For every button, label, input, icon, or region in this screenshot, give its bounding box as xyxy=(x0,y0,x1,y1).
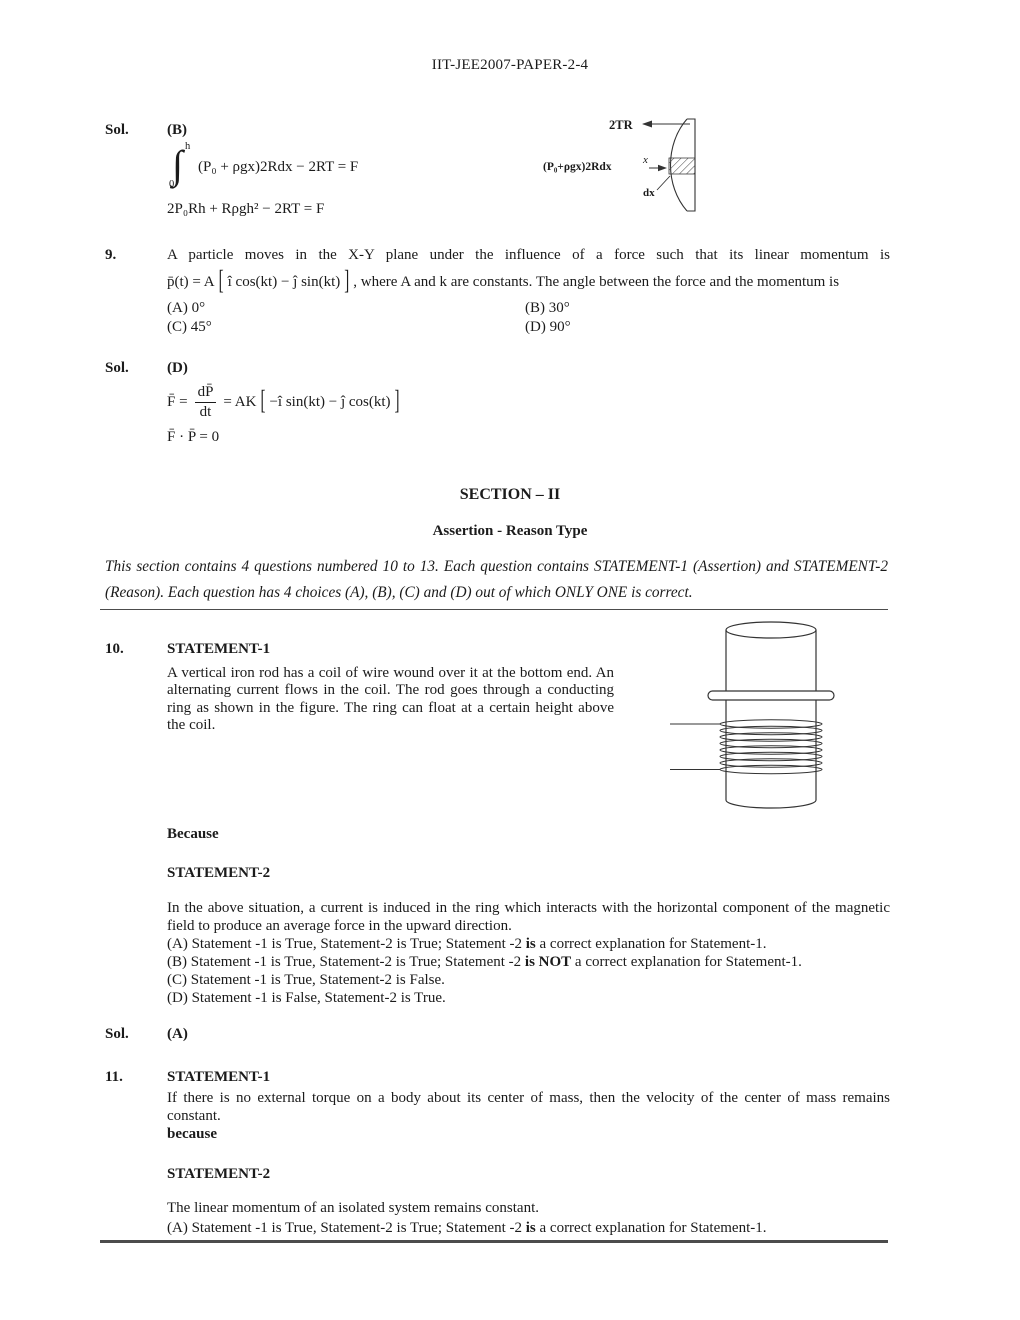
sol8-integral-body: (P₀ + ρgx)2Rdx − 2RT = F xyxy=(198,159,359,176)
coil-turn xyxy=(720,746,822,754)
page-bottom-rule xyxy=(100,1240,888,1243)
question-11 xyxy=(0,1068,1020,1238)
question-10-number: 10. xyxy=(105,641,124,658)
sol-label-q10: Sol. xyxy=(105,1026,129,1043)
question-11-number: 11. xyxy=(105,1068,123,1085)
rod-coil-ring-diagram xyxy=(658,616,848,821)
rod-bottom-arc xyxy=(726,800,816,808)
q9-option-d: (D) 90° xyxy=(525,319,571,335)
q10-statement2-text: In the above situation, a current is induced in the ring which interacts with the horizontal component of the magnetic field to produce an average force in the upward direction. xyxy=(167,900,890,935)
page-header-title: IIT-JEE2007-PAPER-2-4 xyxy=(431,57,589,73)
q11-statement1-title: STATEMENT-1 xyxy=(167,1068,271,1085)
strip-arrowhead xyxy=(658,165,667,171)
q10-option-a: (A) Statement -1 is True, Statement-2 is True; Statement -2 is a correct explanation for Statement-1. xyxy=(167,936,767,953)
sol9-content xyxy=(167,359,890,447)
q9-formula-inner: î cos(kt) − ĵ sin(kt) xyxy=(227,273,341,290)
left-bracket: [ xyxy=(218,266,224,297)
sol8-content xyxy=(167,121,890,219)
coil-turn xyxy=(720,733,822,741)
question-10 xyxy=(0,640,1020,1007)
pressure-element-diagram xyxy=(543,112,723,222)
q9-formula-line xyxy=(167,268,890,296)
sol9-formula xyxy=(167,383,890,423)
rod-top-ellipse xyxy=(726,622,816,638)
section-title: SECTION – II xyxy=(459,485,561,503)
question-9-content xyxy=(167,246,890,337)
q11-option-a: (A) Statement -1 is True, Statement-2 is True; Statement -2 is a correct explanation for Statement-1. xyxy=(167,1220,767,1237)
integral-sign: ∫ h 0 xyxy=(169,140,191,190)
q9-options xyxy=(167,299,890,337)
q11-because-label: because xyxy=(167,1125,217,1142)
right-bracket: ] xyxy=(394,387,400,417)
sol8-integral-formula xyxy=(167,140,890,192)
q9-option-c: (C) 45° xyxy=(167,319,212,335)
tension-arrowhead xyxy=(642,121,652,128)
q11-statement1-text: If there is no external torque on a body about its center of mass, then the velocity of the center of mass remains constant. xyxy=(167,1089,890,1124)
right-bracket: ] xyxy=(344,266,350,297)
fraction-denominator: dt xyxy=(199,404,212,421)
section-divider xyxy=(100,609,888,610)
derivative-fraction xyxy=(195,384,217,422)
sol8-line2: 2P₀Rh + Rρgh² − 2RT = F xyxy=(167,200,325,217)
sol9-mid: = AK xyxy=(223,394,257,411)
sol-label-q8: Sol. xyxy=(105,121,129,138)
section-description: This section contains 4 questions numbered 10 to 13. Each question contains STATEMENT-1 (Assertion) and STATEMENT-2 (Reason). Each question has 4 choices (A), (B), (C) and (D) out of which ONLY ONE is correct. xyxy=(105,558,888,602)
question-9 xyxy=(0,246,1020,337)
sol9-answer: (D) xyxy=(167,360,188,376)
q10-because-label: Because xyxy=(167,825,219,842)
coil-turn xyxy=(720,720,822,728)
solution-block-q8 xyxy=(0,121,1020,219)
fraction-numerator: dP̄ xyxy=(195,384,217,403)
q9-option-a: (A) 0° xyxy=(167,300,206,316)
q9-formula-suffix: , where A and k are constants. The angle between the force and the momentum is xyxy=(353,273,840,290)
sol10-answer: (A) xyxy=(167,1026,188,1043)
question-9-number: 9. xyxy=(105,247,117,264)
q10-statement1-title: STATEMENT-1 xyxy=(167,641,271,658)
q11-statement2-text: The linear momentum of an isolated system remains constant. xyxy=(167,1200,539,1217)
solution-block-q10 xyxy=(0,1025,1020,1044)
q9-option-b: (B) 30° xyxy=(525,300,570,316)
coil-turn xyxy=(720,752,822,760)
q10-statement2-title: STATEMENT-2 xyxy=(167,865,271,882)
q10-option-d: (D) Statement -1 is False, Statement-2 is True. xyxy=(167,990,446,1007)
question-11-content xyxy=(167,1068,890,1238)
sol8-answer: (B) xyxy=(167,121,187,138)
label-x: x xyxy=(643,154,648,166)
section-subtitle: Assertion - Reason Type xyxy=(432,522,588,539)
coil-turn xyxy=(720,765,822,773)
q9-line1: A particle moves in the X-Y plane under the influence of a force such that its linear momentum is xyxy=(167,247,890,264)
q10-option-c: (C) Statement -1 is True, Statement-2 is False. xyxy=(167,972,445,989)
left-bracket: [ xyxy=(260,387,266,417)
q10-option-b: (B) Statement -1 is True, Statement-2 is True; Statement -2 is NOT a correct explanation for Statement-1. xyxy=(167,954,802,971)
label-2tr: 2TR xyxy=(609,118,633,132)
coil-turn xyxy=(720,759,822,767)
coil-turn xyxy=(720,726,822,734)
q11-statement2-title: STATEMENT-2 xyxy=(167,1165,271,1182)
q9-formula-prefix: p̄(t) = A xyxy=(167,273,215,290)
sol9-inner: −î sin(kt) − ĵ cos(kt) xyxy=(269,394,391,411)
conducting-ring xyxy=(708,691,834,700)
label-dx: dx xyxy=(643,187,655,199)
hatched-strip xyxy=(669,158,695,174)
dx-pointer xyxy=(657,176,670,190)
solution-block-q9 xyxy=(0,359,1020,447)
coil-turn xyxy=(720,739,822,747)
q10-statement1-text: A vertical iron rod has a coil of wire wound over it at the bottom end. An alternating current flows in the coil. The rod goes through a conducting ring as shown in the figure. The ring can float at a certain height above the coil. xyxy=(167,665,614,734)
sol9-lhs: F̄ = xyxy=(167,394,188,411)
label-pressure: (P₀+ρgx)2Rdx xyxy=(543,161,612,173)
sol9-line2: F̄ · P̄ = 0 xyxy=(167,428,220,445)
sol-label-q9: Sol. xyxy=(105,360,129,376)
